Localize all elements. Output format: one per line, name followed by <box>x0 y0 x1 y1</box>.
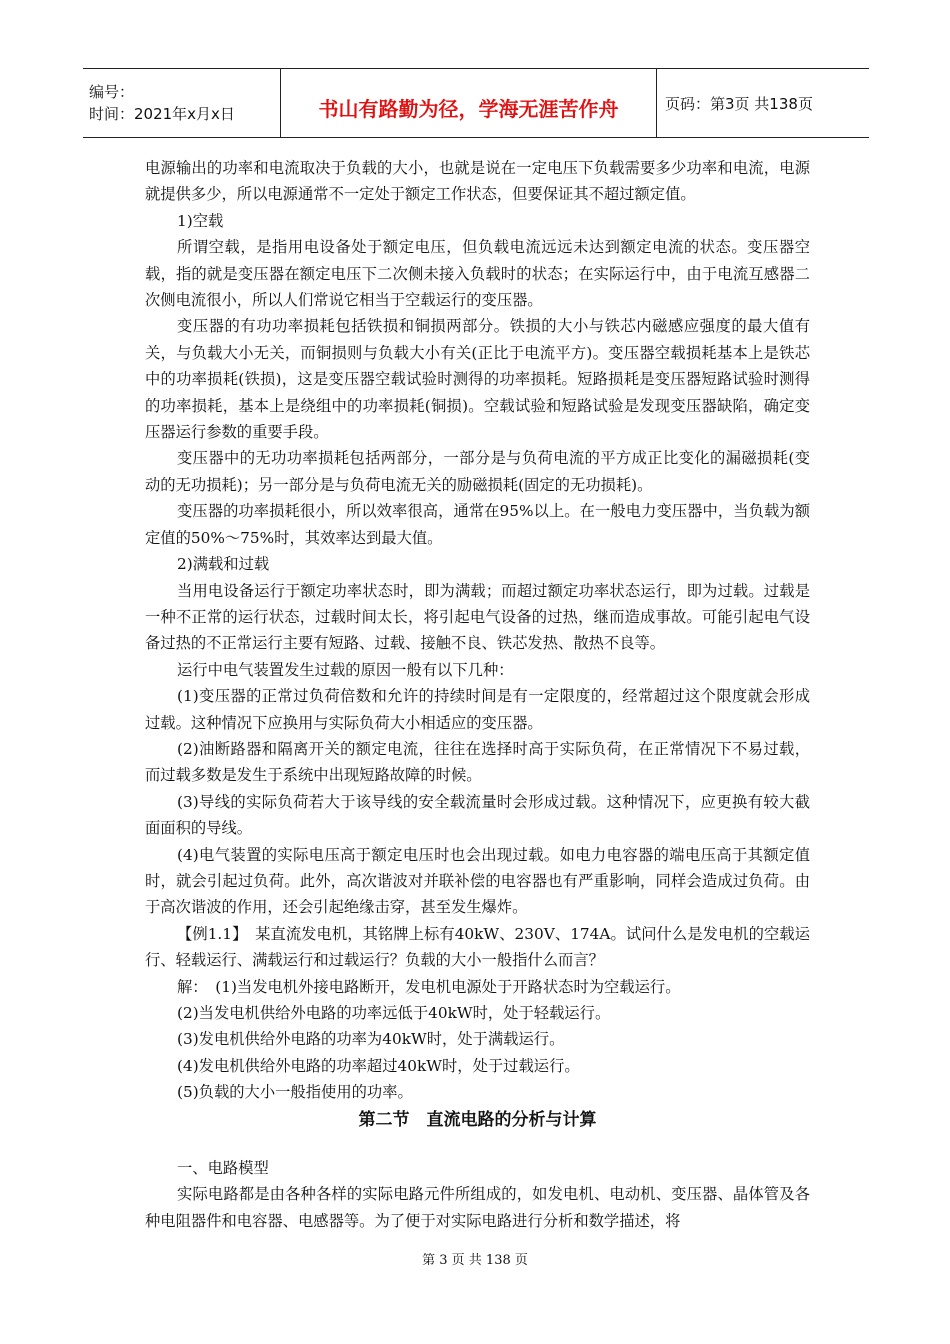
document-body <box>145 155 810 1106</box>
example-answer: (5)负载的大小一般指使用的功率。 <box>177 1083 413 1102</box>
list-item: (3)导线的实际负荷若大于该导线的安全载流量时会形成过载。这种情况下，应更换有较大截面面积的导线。 <box>145 792 810 838</box>
list-item: (2)油断路器和隔离开关的额定电流，往往在选择时高于实际负荷，在正常情况下不易过载，而过载多数是发生于系统中出现短路故障的时候。 <box>145 739 810 785</box>
example-question: 【例1.1】 某直流发电机，其铭牌上标有40kW、230V、174A。试问什么是发电机的空载运行、轻载运行、满载运行和过载运行？负载的大小一般指什么而言？ <box>145 924 810 970</box>
list-item: (4)电气装置的实际电压高于额定电压时也会出现过载。如电力电容器的端电压高于其额定值时，就会引起过负荷。此外，高次谐波对并联补偿的电容器也有严重影响，同样会造成过负荷。由于高次谐波的作用，还会引起绝缘击穿，甚至发生爆炸。 <box>145 845 810 917</box>
subheading-full-load: 2)满载和过载 <box>177 555 270 574</box>
section-body <box>145 1155 810 1234</box>
header-page-info <box>657 69 869 137</box>
page-info-text: 页码：第3页 共138页 <box>665 94 813 113</box>
paragraph: 运行中电气装置发生过载的原因一般有以下几种： <box>177 660 514 679</box>
paragraph: 实际电路都是由各种各样的实际电路元件所组成的，如发电机、电动机、变压器、晶体管及各种电阻器件和电容器、电感器等。为了便于对实际电路进行分析和数学描述，将 <box>145 1185 810 1230</box>
header-motto: 书山有路勤为径，学海无涯苦作舟 <box>318 96 619 121</box>
header-left <box>83 69 281 137</box>
paragraph: 电源输出的功率和电流取决于负载的大小，也就是说在一定电压下负载需要多少功率和电流，电源就提供多少，所以电源通常不一定处于额定工作状态，但要保证其不超过额定值。 <box>145 159 810 204</box>
example-answer: (2)当发电机供给外电路的功率远低于40kW时，处于轻载运行。 <box>177 1004 611 1022</box>
subheading-circuit-model: 一、电路模型 <box>177 1159 269 1177</box>
list-item: (1)变压器的正常过负荷倍数和允许的持续时间是有一定限度的，经常超过这个限度就会形成过载。这种情况下应换用与实际负荷大小相适应的变压器。 <box>145 687 810 732</box>
paragraph: 变压器中的无功功率损耗包括两部分，一部分是与负荷电流的平方成正比变化的漏磁损耗(变动的无功损耗)；另一部分是与负荷电流无关的励磁损耗(固定的无功损耗)。 <box>145 449 810 494</box>
page-header <box>83 68 869 138</box>
page-footer: 第 3 页 共 138 页 <box>422 1253 528 1268</box>
header-motto-cell <box>281 69 657 137</box>
example-answer: (4)发电机供给外电路的功率超过40kW时，处于过载运行。 <box>177 1056 580 1075</box>
subheading-no-load: 1)空载 <box>177 211 224 230</box>
example-answer: 解： (1)当发电机外接电路断开，发电机电源处于开路状态时为空载运行。 <box>177 977 681 996</box>
paragraph: 当用电设备运行于额定功率状态时，即为满载；而超过额定功率状态运行，即为过载。过载是一种不正常的运行状态，过载时间太长，将引起电气设备的过热，继而造成事故。可能引起电气设备过热的不正常运行主要有短路、过载、接触不良、铁芯发热、散热不良等。 <box>145 581 810 653</box>
document-number-label: 编号： <box>89 83 135 101</box>
paragraph: 变压器的功率损耗很小，所以效率很高，通常在95%以上。在一般电力变压器中，当负载为额定值的50%～75%时，其效率达到最大值。 <box>145 502 810 547</box>
section-title: 第二节 直流电路的分析与计算 <box>358 1110 597 1130</box>
example-answer: (3)发电机供给外电路的功率为40kW时，处于满载运行。 <box>177 1030 565 1049</box>
document-date: 时间：2021年x月x日 <box>89 105 235 123</box>
paragraph: 变压器的有功功率损耗包括铁损和铜损两部分。铁损的大小与铁芯内磁感应强度的最大值有关，与负载大小无关，而铜损则与负载大小有关(正比于电流平方)。变压器空载损耗基本上是铁芯中的功率损耗(铁损)，这是变压器空载试验时测得的功率损耗。短路损耗是变压器短路试验时测得的功率损耗，基本上是绕组中的功率损耗(铜损)。空载试验和短路试验是发现变压器缺陷，确定变压器运行参数的重要手段。 <box>145 317 810 442</box>
paragraph: 所谓空载，是指用电设备处于额定电压，但负载电流远远未达到额定电流的状态。变压器空载，指的就是变压器在额定电压下二次侧未接入负载时的状态；在实际运行中，由于电流互感器二次侧电流很小，所以人们常说它相当于空载运行的变压器。 <box>145 238 810 310</box>
